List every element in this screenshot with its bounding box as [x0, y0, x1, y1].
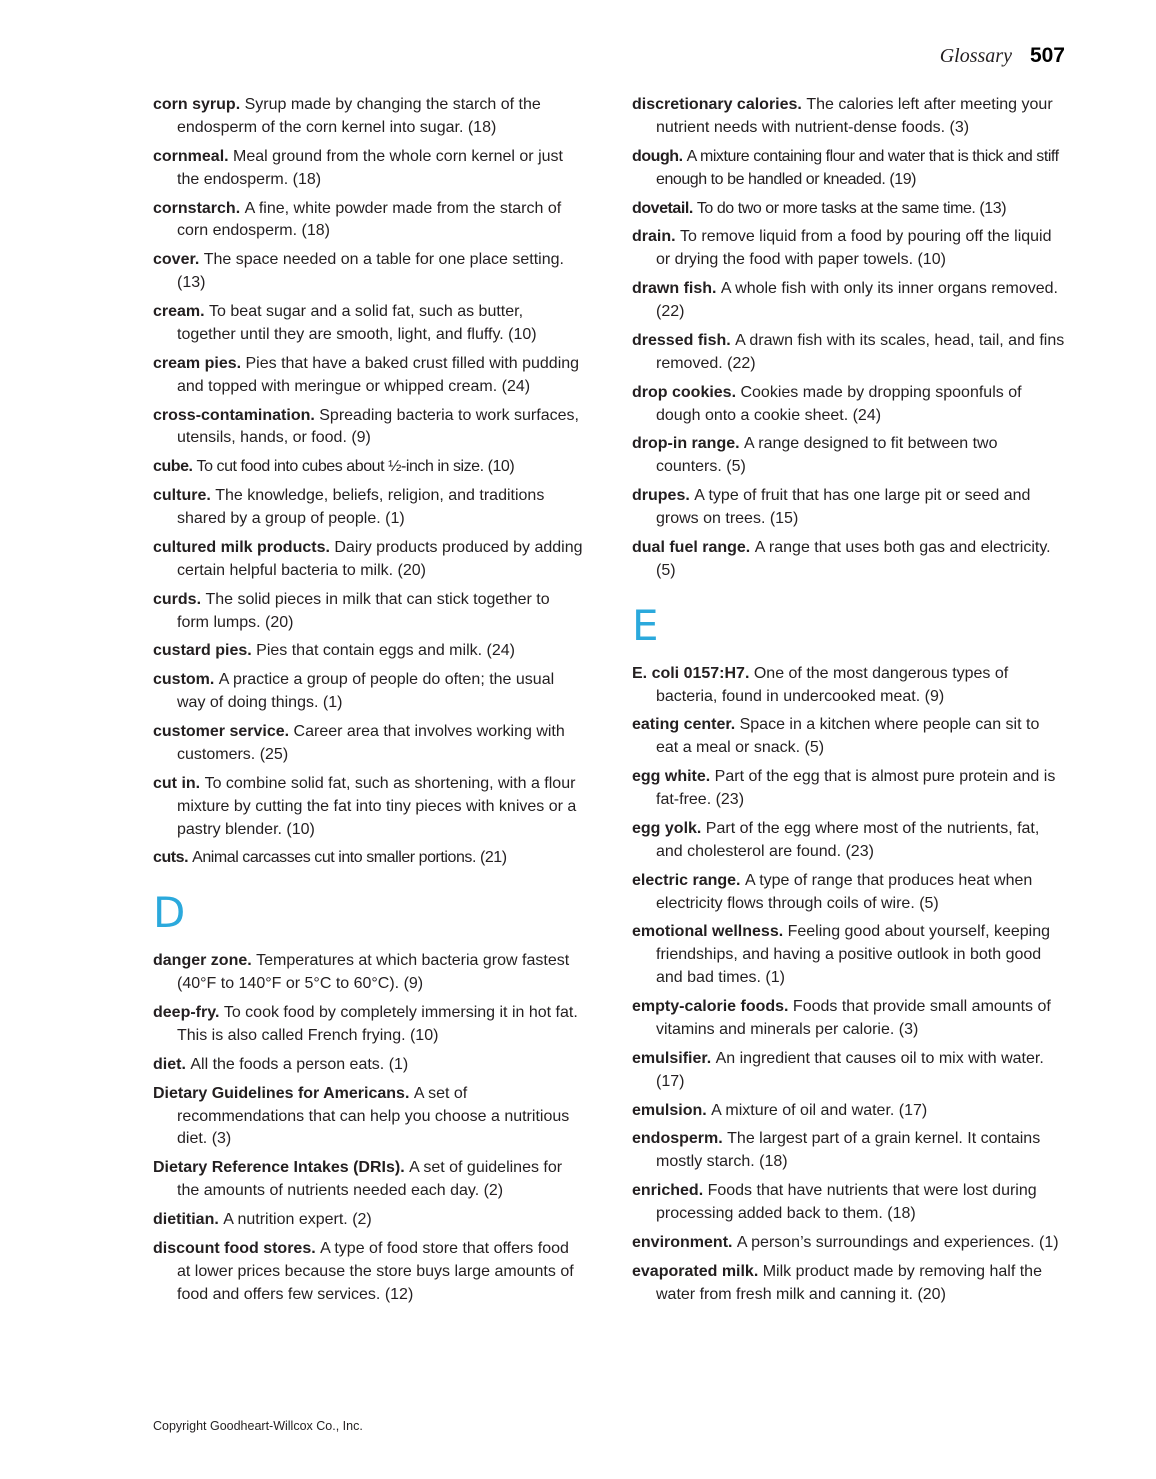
glossary-definition: A range designed to fit between two counters. (5): [656, 435, 998, 476]
glossary-term: emulsion.: [632, 1101, 712, 1119]
glossary-term: dietitian.: [153, 1211, 224, 1228]
glossary-term: environment.: [632, 1233, 737, 1251]
glossary-entry: [632, 1100, 1065, 1123]
glossary-term: E. coli 0157:H7.: [632, 664, 754, 682]
glossary-definition: A set of guidelines for the amounts of nutrients needed each day. (2): [177, 1159, 563, 1200]
glossary-term: emulsifier.: [632, 1049, 716, 1067]
glossary-definition: Foods that provide small amounts of vitamins and minerals per calorie. (3): [656, 998, 1051, 1038]
glossary-definition: A range that uses both gas and electricity. (5): [656, 538, 1051, 579]
glossary-entry: [153, 950, 586, 996]
glossary-entry: [153, 456, 586, 479]
glossary-term: drop cookies.: [632, 383, 741, 401]
glossary-definition: A mixture containing flour and water that is thick and stiff enough to be handled or kneaded. (19): [656, 147, 1059, 188]
glossary-definition: Spreading bacteria to work surfaces, utensils, hands, or food. (9): [177, 406, 579, 447]
glossary-definition: To cook food by completely immersing it in hot fat. This is also called French frying. (10): [177, 1004, 578, 1044]
glossary-column-right: [632, 94, 1065, 1313]
glossary-entry: [632, 921, 1065, 990]
page-header: [153, 44, 1065, 68]
glossary-term: danger zone.: [153, 952, 257, 970]
glossary-definition: Syrup made by changing the starch of the endosperm of the corn kernel into sugar. (18): [177, 96, 541, 136]
glossary-term: dovetail.: [632, 199, 697, 217]
glossary-definition: A drawn fish with its scales, head, tail, and fins removed. (22): [656, 331, 1065, 372]
glossary-definition: To beat sugar and a solid fat, such as butter, together until they are smooth, light, and fluffy. (10): [177, 303, 537, 343]
glossary-entry: [153, 485, 586, 531]
glossary-term: custom.: [153, 671, 219, 689]
glossary-entry: [632, 1261, 1065, 1307]
glossary-definition: A fine, white powder made from the starch of corn endosperm. (18): [177, 199, 562, 240]
glossary-entry: [153, 1238, 586, 1307]
glossary-term: endosperm.: [632, 1130, 728, 1148]
glossary-entry: [153, 669, 586, 715]
glossary-term: cream.: [153, 303, 210, 320]
glossary-definition: A type of range that produces heat when electricity flows through coils of wire. (5): [656, 871, 1033, 912]
glossary-definition: Milk product made by removing half the water from fresh milk and canning it. (20): [656, 1262, 1042, 1303]
glossary-definition: To do two or more tasks at the same time. (13): [696, 199, 1007, 217]
glossary-entry: [153, 198, 586, 244]
glossary-term: dough.: [632, 147, 687, 165]
glossary-term: deep-fry.: [153, 1004, 224, 1021]
glossary-term: corn syrup.: [153, 96, 245, 113]
glossary-definition: Dairy products produced by adding certain helpful bacteria to milk. (20): [177, 538, 583, 579]
glossary-term: cream pies.: [153, 354, 246, 372]
glossary-entry: [153, 353, 586, 399]
glossary-entry: [632, 94, 1065, 140]
glossary-term: egg yolk.: [632, 819, 706, 837]
glossary-term: empty-calorie foods.: [632, 998, 793, 1015]
glossary-entry: [632, 330, 1065, 376]
glossary-definition: Cookies made by dropping spoonfuls of dough onto a cookie sheet. (24): [656, 383, 1022, 424]
section-letter-e: E: [632, 600, 659, 650]
glossary-entry: [153, 773, 586, 842]
glossary-entry: [153, 1054, 586, 1077]
glossary-entry: [153, 249, 586, 295]
glossary-definition: Pies that have a baked crust filled with pudding and topped with meringue or whipped cream. (24): [177, 354, 580, 395]
glossary-term: Dietary Guidelines for Americans.: [153, 1084, 414, 1102]
glossary-term: drop-in range.: [632, 435, 744, 453]
glossary-column-left: [153, 94, 586, 1313]
glossary-entry: [632, 766, 1065, 812]
glossary-entry: [153, 405, 586, 451]
glossary-definition: All the foods a person eats. (1): [190, 1055, 409, 1073]
glossary-definition: To combine solid fat, such as shortening, with a flour mixture by cutting the fat into tiny pieces with knives or a pastry blender. (10): [177, 774, 577, 838]
glossary-definition: Part of the egg that is almost pure protein and is fat-free. (23): [656, 768, 1056, 808]
copyright-text: Copyright Goodheart-Willcox Co., Inc.: [153, 1419, 363, 1433]
glossary-term: custard pies.: [153, 642, 257, 660]
glossary-entry: [153, 1209, 586, 1232]
glossary-term: evaporated milk.: [632, 1262, 763, 1280]
glossary-definition: The calories left after meeting your nutrient needs with nutrient-dense foods. (3): [656, 96, 1053, 136]
glossary-definition: Part of the egg where most of the nutrients, fat, and cholesterol are found. (23): [656, 819, 1040, 860]
glossary-definition: Space in a kitchen where people can sit to eat a meal or snack. (5): [656, 716, 1040, 757]
glossary-entry: [153, 589, 586, 635]
glossary-definition: The solid pieces in milk that can stick together to form lumps. (20): [177, 590, 550, 631]
running-head: Glossary: [939, 45, 1012, 67]
glossary-entry: [632, 1048, 1065, 1094]
glossary-definition: A practice a group of people do often; the usual way of doing things. (1): [177, 671, 555, 712]
glossary-term: cuts.: [153, 849, 193, 867]
glossary-term: cultured milk products.: [153, 538, 335, 556]
glossary-entry: [632, 714, 1065, 760]
glossary-definition: To remove liquid from a food by pouring off the liquid or drying the food with paper towels. (10): [656, 228, 1052, 269]
glossary-definition: A person’s surroundings and experiences. (1): [736, 1233, 1059, 1251]
glossary-entry: [153, 1083, 586, 1152]
glossary-definition: A type of fruit that has one large pit or seed and grows on trees. (15): [656, 487, 1031, 527]
glossary-entry: [632, 278, 1065, 324]
glossary-definition: An ingredient that causes oil to mix with water. (17): [656, 1049, 1044, 1090]
glossary-term: drain.: [632, 228, 681, 246]
glossary-definition: Pies that contain eggs and milk. (24): [256, 642, 515, 660]
glossary-definition: The largest part of a grain kernel. It contains mostly starch. (18): [656, 1130, 1041, 1171]
glossary-entry: [632, 1128, 1065, 1174]
glossary-term: Dietary Reference Intakes (DRIs).: [153, 1159, 410, 1177]
glossary-term: electric range.: [632, 871, 745, 889]
glossary-definition: A nutrition expert. (2): [223, 1211, 372, 1228]
glossary-entry: [632, 818, 1065, 864]
glossary-definition: The knowledge, beliefs, religion, and traditions shared by a group of people. (1): [177, 487, 545, 527]
glossary-term: egg white.: [632, 768, 715, 786]
glossary-entry: [632, 996, 1065, 1042]
glossary-definition: A mixture of oil and water. (17): [711, 1101, 928, 1119]
glossary-term: emotional wellness.: [632, 923, 788, 941]
glossary-definition: To cut food into cubes about ½-inch in size. (10): [196, 458, 515, 476]
section-letter-d: D: [153, 888, 186, 938]
glossary-term: customer service.: [153, 723, 294, 740]
glossary-entry: [632, 485, 1065, 531]
glossary-term: drupes.: [632, 487, 695, 505]
glossary-entry: [153, 301, 586, 347]
glossary-definition: Meal ground from the whole corn kernel or just the endosperm. (18): [177, 147, 563, 188]
glossary-term: dual fuel range.: [632, 538, 755, 556]
glossary-definition: Feeling good about yourself, keeping friendships, and having a positive outlook in both good and bad times. (1): [656, 923, 1051, 987]
glossary-entry: [153, 847, 586, 870]
glossary-term: curds.: [153, 590, 206, 608]
glossary-entry: [153, 1002, 586, 1048]
glossary-entry: [632, 1180, 1065, 1226]
glossary-term: cover.: [153, 251, 204, 269]
glossary-definition: A whole fish with only its inner organs removed. (22): [656, 280, 1058, 320]
glossary-term: dressed fish.: [632, 331, 736, 349]
glossary-term: cornmeal.: [153, 147, 234, 165]
glossary-entry: [632, 663, 1065, 709]
glossary-entry: [153, 640, 586, 663]
glossary-entry: [632, 1232, 1065, 1255]
glossary-entry: [153, 146, 586, 192]
glossary-entry: [153, 537, 586, 583]
glossary-entry: [632, 198, 1065, 221]
page-footer: [153, 1419, 363, 1433]
glossary-entry: [632, 382, 1065, 428]
glossary-definition: Animal carcasses cut into smaller portions. (21): [192, 849, 507, 867]
glossary-entry: [632, 870, 1065, 916]
glossary-entry: [632, 433, 1065, 479]
glossary-columns: [153, 94, 1065, 1313]
glossary-definition: Temperatures at which bacteria grow fastest (40°F to 140°F or 5°C to 60°C). (9): [177, 952, 570, 993]
glossary-entry: [632, 537, 1065, 583]
glossary-definition: The space needed on a table for one place setting. (13): [177, 251, 564, 292]
glossary-term: discount food stores.: [153, 1239, 321, 1257]
glossary-term: diet.: [153, 1055, 191, 1073]
glossary-term: enriched.: [632, 1182, 708, 1200]
glossary-term: cross-contamination.: [153, 406, 320, 424]
glossary-term: discretionary calories.: [632, 96, 807, 113]
glossary-term: cut in.: [153, 774, 205, 792]
glossary-entry: [632, 146, 1065, 192]
glossary-term: culture.: [153, 487, 216, 505]
glossary-entry: [153, 94, 586, 140]
glossary-definition: A type of food store that offers food at lower prices because the store buys large amounts of food and offers few services. (12): [177, 1239, 574, 1303]
glossary-definition: Foods that have nutrients that were lost during processing added back to them. (18): [656, 1182, 1037, 1222]
glossary-entry: [153, 1157, 586, 1203]
glossary-term: eating center.: [632, 716, 740, 734]
glossary-entry: [153, 721, 586, 767]
glossary-term: drawn fish.: [632, 280, 721, 298]
glossary-entry: [632, 226, 1065, 272]
page-number: 507: [1029, 44, 1065, 67]
glossary-definition: Career area that involves working with customers. (25): [177, 723, 565, 763]
glossary-definition: One of the most dangerous types of bacteria, found in undercooked meat. (9): [656, 664, 1009, 705]
glossary-term: cornstarch.: [153, 199, 245, 217]
glossary-term: cube.: [153, 458, 197, 476]
glossary-definition: A set of recommendations that can help you choose a nutritious diet. (3): [177, 1084, 570, 1148]
